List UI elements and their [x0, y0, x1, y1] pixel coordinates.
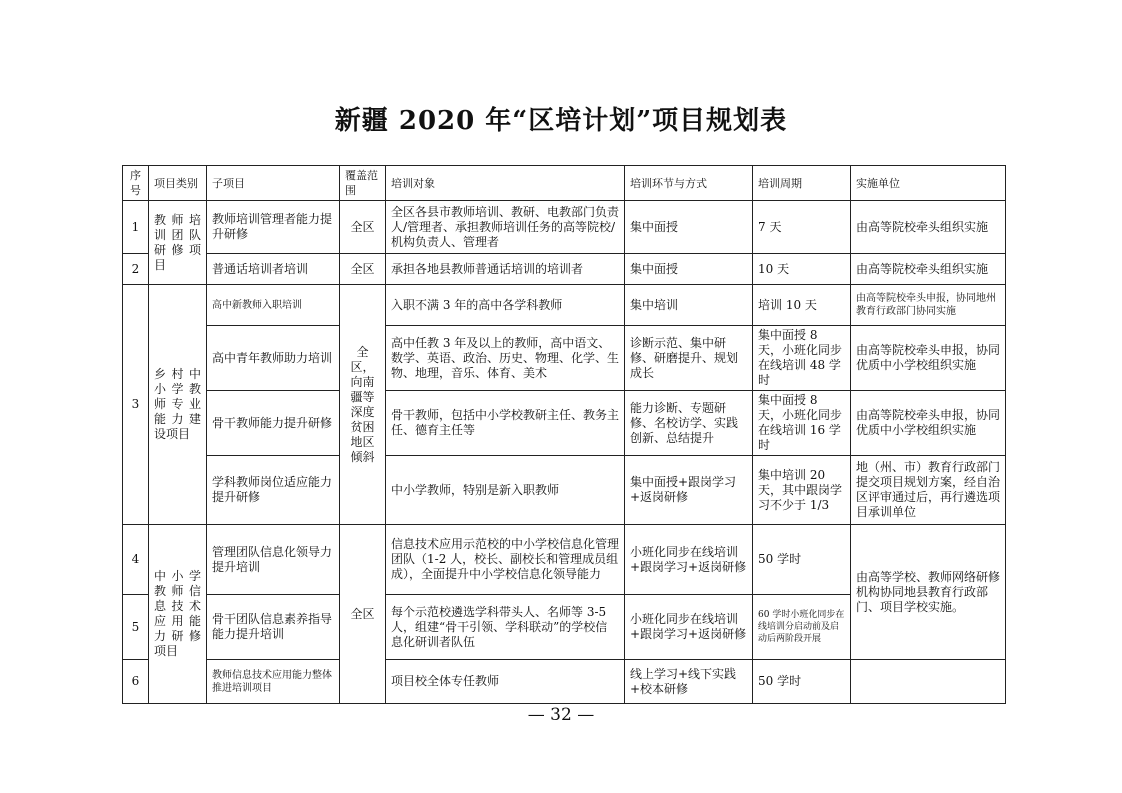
header-category: 项目类别 [149, 166, 207, 201]
cell-method: 集中面授 [625, 201, 753, 254]
cell-no: 5 [123, 595, 149, 660]
cell-category: 教师培训团队研修项目 [149, 201, 207, 285]
cell-unit: 由高等院校牵头组织实施 [851, 254, 1006, 285]
cell-scope: 全区，向南疆等深度贫困地区倾斜 [340, 285, 386, 525]
table-row [123, 525, 1006, 595]
cell-target: 入职不满 3 年的高中各学科教师 [386, 285, 625, 326]
cell-method: 小班化同步在线培训+跟岗学习+返岗研修 [625, 525, 753, 595]
header-target: 培训对象 [386, 166, 625, 201]
cell-method: 能力诊断、专题研修、名校访学、实践创新、总结提升 [625, 391, 753, 456]
cell-unit: 由高等院校牵头申报，协同优质中小学校组织实施 [851, 391, 1006, 456]
table-header-row [123, 166, 1006, 201]
cell-period: 集中培训 20 天，其中跟岗学习不少于 1/3 [753, 456, 851, 525]
cell-no: 4 [123, 525, 149, 595]
cell-unit-empty [851, 660, 1006, 704]
cell-sub: 教师培训管理者能力提升研修 [207, 201, 340, 254]
page-title: 新疆 2020 年“区培计划”项目规划表 [334, 106, 788, 136]
cell-unit: 由高等学校、教师网络研修机构协同地县教育行政部门、项目学校实施。 [851, 525, 1006, 660]
header-period: 培训周期 [753, 166, 851, 201]
cell-target: 骨干教师，包括中小学校教研主任、教务主任、德育主任等 [386, 391, 625, 456]
cell-no: 6 [123, 660, 149, 704]
cell-scope: 全区 [340, 254, 386, 285]
cell-period: 7 天 [753, 201, 851, 254]
cell-period: 60 学时小班化同步在线培训分启动前及启动后两阶段开展 [753, 595, 851, 660]
cell-target: 全区各县市教师培训、教研、电教部门负责人/管理者、承担教师培训任务的高等院校/机构负责人、管理者 [386, 201, 625, 254]
cell-target: 项目校全体专任教师 [386, 660, 625, 704]
cell-period: 培训 10 天 [753, 285, 851, 326]
cell-method: 小班化同步在线培训+跟岗学习+返岗研修 [625, 595, 753, 660]
cell-period: 集中面授 8 天，小班化同步在线培训 48 学时 [753, 326, 851, 391]
table-row [123, 285, 1006, 326]
cell-target: 每个示范校遴选学科带头人、名师等 3-5 人，组建“骨干引领、学科联动”的学校信息化研训者队伍 [386, 595, 625, 660]
table-row [123, 201, 1006, 254]
cell-category: 乡村中小学教师专业能力建设项目 [149, 285, 207, 525]
table-row [123, 456, 1006, 525]
cell-target: 承担各地县教师普通话培训的培训者 [386, 254, 625, 285]
cell-no: 2 [123, 254, 149, 285]
cell-period: 集中面授 8 天，小班化同步在线培训 16 学时 [753, 391, 851, 456]
header-sub: 子项目 [207, 166, 340, 201]
header-method: 培训环节与方式 [625, 166, 753, 201]
cell-method: 线上学习+线下实践+校本研修 [625, 660, 753, 704]
cell-scope: 全区 [340, 525, 386, 704]
cell-method: 集中面授+跟岗学习+返岗研修 [625, 456, 753, 525]
cell-target: 高中任教 3 年及以上的教师，高中语文、数学、英语、政治、历史、物理、化学、生物、地理，音乐、体育、美术 [386, 326, 625, 391]
header-scope: 覆盖范围 [340, 166, 386, 201]
cell-no: 1 [123, 201, 149, 254]
cell-unit: 由高等院校牵头组织实施 [851, 201, 1006, 254]
cell-unit: 由高等院校牵头申报，协同优质中小学校组织实施 [851, 326, 1006, 391]
table-row [123, 254, 1006, 285]
table-row [123, 391, 1006, 456]
page-number: — 32 — [527, 705, 595, 725]
cell-sub: 普通话培训者培训 [207, 254, 340, 285]
cell-scope: 全区 [340, 201, 386, 254]
cell-method: 集中培训 [625, 285, 753, 326]
cell-category: 中小学教师信息技术应用能力研修项目 [149, 525, 207, 704]
cell-period: 10 天 [753, 254, 851, 285]
cell-target: 信息技术应用示范校的中小学校信息化管理团队（1-2 人，校长、副校长和管理成员组成），全面提升中小学校信息化领导能力 [386, 525, 625, 595]
cell-sub: 高中青年教师助力培训 [207, 326, 340, 391]
cell-no: 3 [123, 285, 149, 525]
cell-period: 50 学时 [753, 660, 851, 704]
cell-unit: 地（州、市）教育行政部门提交项目规划方案，经自治区评审通过后，再行遴选项目承训单位 [851, 456, 1006, 525]
cell-sub: 学科教师岗位适应能力提升研修 [207, 456, 340, 525]
cell-unit: 由高等院校牵头申报，协同地州教育行政部门协同实施 [851, 285, 1006, 326]
header-no: 序号 [123, 166, 149, 201]
cell-period: 50 学时 [753, 525, 851, 595]
cell-target: 中小学教师，特别是新入职教师 [386, 456, 625, 525]
cell-sub: 骨干教师能力提升研修 [207, 391, 340, 456]
cell-sub: 骨干团队信息素养指导能力提升培训 [207, 595, 340, 660]
table-row [123, 326, 1006, 391]
header-unit: 实施单位 [851, 166, 1006, 201]
cell-sub: 教师信息技术应用能力整体推进培训项目 [207, 660, 340, 704]
table-row [123, 660, 1006, 704]
cell-sub: 管理团队信息化领导力提升培训 [207, 525, 340, 595]
cell-method: 集中面授 [625, 254, 753, 285]
cell-method: 诊断示范、集中研修、研磨提升、规划成长 [625, 326, 753, 391]
project-plan-table [122, 165, 1006, 704]
cell-sub: 高中新教师入职培训 [207, 285, 340, 326]
